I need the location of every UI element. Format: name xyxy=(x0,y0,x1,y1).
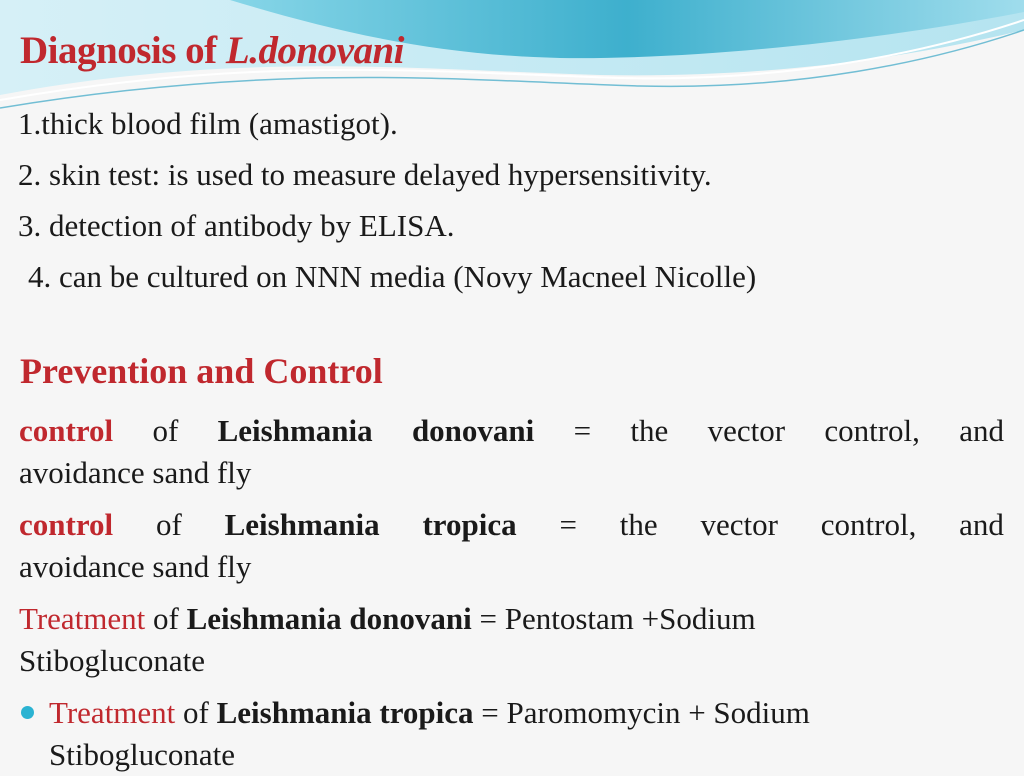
species-name: donovani xyxy=(411,413,535,448)
word: control, xyxy=(820,507,917,542)
control-tropica-paragraph xyxy=(19,504,1004,588)
word: and xyxy=(959,507,1004,542)
treatment-donovani-paragraph xyxy=(19,598,1004,682)
word: = xyxy=(559,507,577,542)
paragraph-line: Stibogluconate xyxy=(19,643,205,678)
paragraph-line: Stibogluconate xyxy=(49,737,235,772)
control-label: control xyxy=(19,507,114,542)
diagnosis-item: 1.thick blood film (amastigot). xyxy=(18,106,398,141)
species-name: Leishmania donovani xyxy=(186,601,472,636)
species-name: tropica xyxy=(422,507,517,542)
diagnosis-item: 4. can be cultured on NNN media (Novy Macneel Nicolle) xyxy=(28,259,757,294)
diagnosis-item: 3. detection of antibody by ELISA. xyxy=(18,208,455,243)
control-donovani-paragraph xyxy=(19,410,1004,494)
word: and xyxy=(959,413,1004,448)
word: the xyxy=(619,507,658,542)
control-label: control xyxy=(19,413,114,448)
paragraph-line: avoidance sand fly xyxy=(19,549,252,584)
species-name: Leishmania tropica xyxy=(216,695,474,730)
page-title xyxy=(20,28,404,73)
genus-name: Leishmania xyxy=(217,413,373,448)
treatment-label: Treatment xyxy=(49,695,176,730)
word: of xyxy=(145,601,187,636)
diagnosis-list xyxy=(18,98,756,302)
treatment-drug: = Pentostam +Sodium xyxy=(471,601,756,636)
treatment-drug: = Paromomycin + Sodium xyxy=(473,695,810,730)
word: the xyxy=(630,413,669,448)
word: vector xyxy=(707,413,786,448)
word: vector xyxy=(700,507,778,542)
prevention-heading: Prevention and Control xyxy=(20,351,383,391)
title-prefix: Diagnosis of xyxy=(20,29,226,72)
title-species: L.donovani xyxy=(225,29,404,72)
word: control, xyxy=(824,413,920,448)
word: of xyxy=(155,507,182,542)
round-bullet-icon xyxy=(21,706,34,719)
treatment-tropica-paragraph xyxy=(19,692,1004,776)
word: of xyxy=(152,413,179,448)
diagnosis-item: 2. skin test: is used to measure delayed hypersensitivity. xyxy=(18,157,712,192)
word: of xyxy=(175,695,217,730)
paragraph-line: avoidance sand fly xyxy=(19,455,252,490)
word: = xyxy=(573,413,592,448)
genus-name: Leishmania xyxy=(224,507,380,542)
treatment-label: Treatment xyxy=(19,601,146,636)
